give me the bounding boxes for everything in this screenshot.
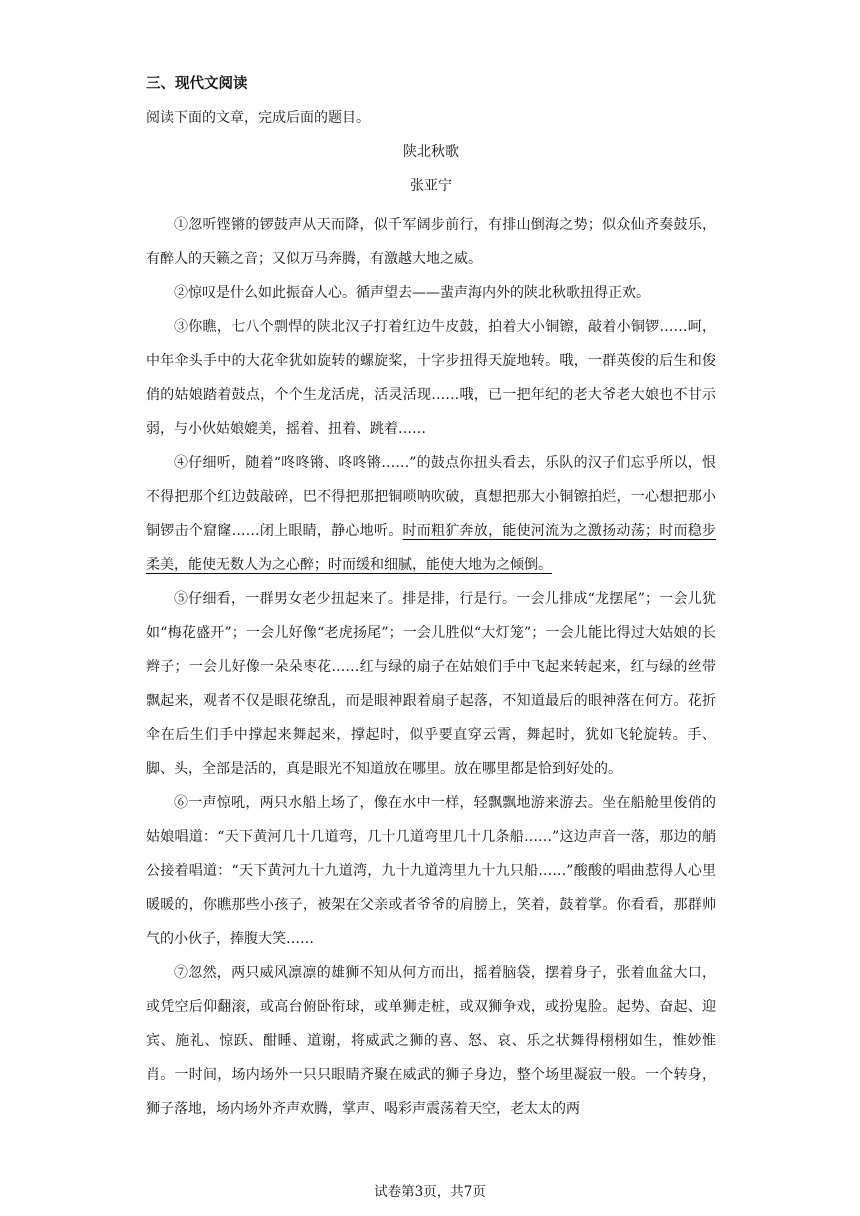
paragraph-1 <box>146 208 716 276</box>
paragraph-5 <box>146 582 716 786</box>
reading-instruction: 阅读下面的文章，完成后面的题目。 <box>146 110 370 126</box>
paragraph-text: ②惊叹是什么如此振奋人心。循声望去——蜚声海内外的陕北秋歌扭得正欢。 <box>174 285 650 301</box>
paragraph-text: ④仔细听，随着“咚咚锵、咚咚锵……”的鼓点你扭头看去，乐队的汉子们忘乎所以，恨不得把那个红边鼓敲碎，巴不得把那把铜唢呐吹破，真想把那大小铜镲拍烂，一心想把那小铜锣击个窟窿……闭上眼睛，静心地听。 <box>146 455 716 539</box>
paragraph-2 <box>146 276 716 310</box>
article-author: 张亚宁 <box>410 178 452 194</box>
paragraph-4 <box>146 446 716 582</box>
section-title: 三、现代文阅读 <box>146 76 248 92</box>
underlined-sentence: 时而粗犷奔放，能使河流为之激扬动荡；时而稳步柔美，能使无数人为之心醉；时而缓和细腻，能使大地为之倾倒。 <box>146 523 717 573</box>
page-content <box>146 72 716 1126</box>
paragraph-text: ⑦忽然，两只威风凛凛的雄狮不知从何方而出，摇着脑袋，摆着身子，张着血盆大口，或凭空后仰翻滚，或高台俯卧衔球，或单狮走桩，或双狮争戏，或扮鬼脸。起势、奋起、迎宾、施礼、惊跃、酣睡、道谢，将威武之狮的喜、怒、哀、乐之状舞得栩栩如生，惟妙惟肖。一时间，场内场外一只只眼睛齐聚在威武的狮子身边，整个场里凝寂一般。一个转身，狮子落地，场内场外齐声欢腾，掌声、喝彩声震荡着天空，老太太的两 <box>146 965 716 1117</box>
paragraph-7 <box>146 956 716 1126</box>
paragraph-text: ⑤仔细看，一群男女老少扭起来了。排是排，行是行。一会儿排成“龙摆尾”；一会儿犹如“梅花盛开”；一会儿好像“老虎扬尾”；一会儿胜似“大灯笼”；一会儿能比得过大姑娘的长辫子；一会儿好像一朵朵枣花……红与绿的扇子在姑娘们手中飞起来转起来，红与绿的丝带飘起来，观者不仅是眼花缭乱，而是眼神跟着扇子起落，不知道最后的眼神落在何方。花折伞在后生们手中撑起来舞起来，撑起时，似乎要直穿云霄，舞起时，犹如飞轮旋转。手、脚、头，全部是活的，真是眼光不知道放在哪里。放在哪里都是恰到好处的。 <box>146 591 716 777</box>
paragraph-text: ①忽听铿锵的锣鼓声从天而降，似千军阔步前行，有排山倒海之势；似众仙齐奏鼓乐，有醉人的天籁之音；又似万马奔腾，有激越大地之威。 <box>146 217 716 267</box>
paragraph-3 <box>146 310 716 446</box>
page-footer: 试卷第3页，共7页 <box>374 1184 486 1200</box>
paragraph-text: ③你瞧，七八个剽悍的陕北汉子打着红边牛皮鼓，拍着大小铜镲，敲着小铜锣……呵，中年伞头手中的大花伞犹如旋转的螺旋桨，十字步扭得天旋地转。哦，一群英俊的后生和俊俏的姑娘踏着鼓点，个个生龙活虎，活灵活现……哦，已一把年纪的老大爷老大娘也不甘示弱，与小伙姑娘媲美，摇着、扭着、跳着…… <box>146 319 716 437</box>
article-title: 陕北秋歌 <box>403 144 459 160</box>
paragraph-text: ⑥一声惊吼，两只水船上场了，像在水中一样，轻飘飘地游来游去。坐在船舱里俊俏的姑娘唱道：“天下黄河几十几道弯，几十几道弯里几十几条船……”这边声音一落，那边的艄公接着唱道：“天下黄河九十九道湾，九十九道湾里九十九只船……”酸酸的唱曲惹得人心里暖暖的，你瞧那些小孩子，被架在父亲或者爷爷的肩膀上，笑着，鼓着掌。你看看，那群帅气的小伙子，捧腹大笑…… <box>146 795 716 947</box>
paragraph-6 <box>146 786 716 956</box>
